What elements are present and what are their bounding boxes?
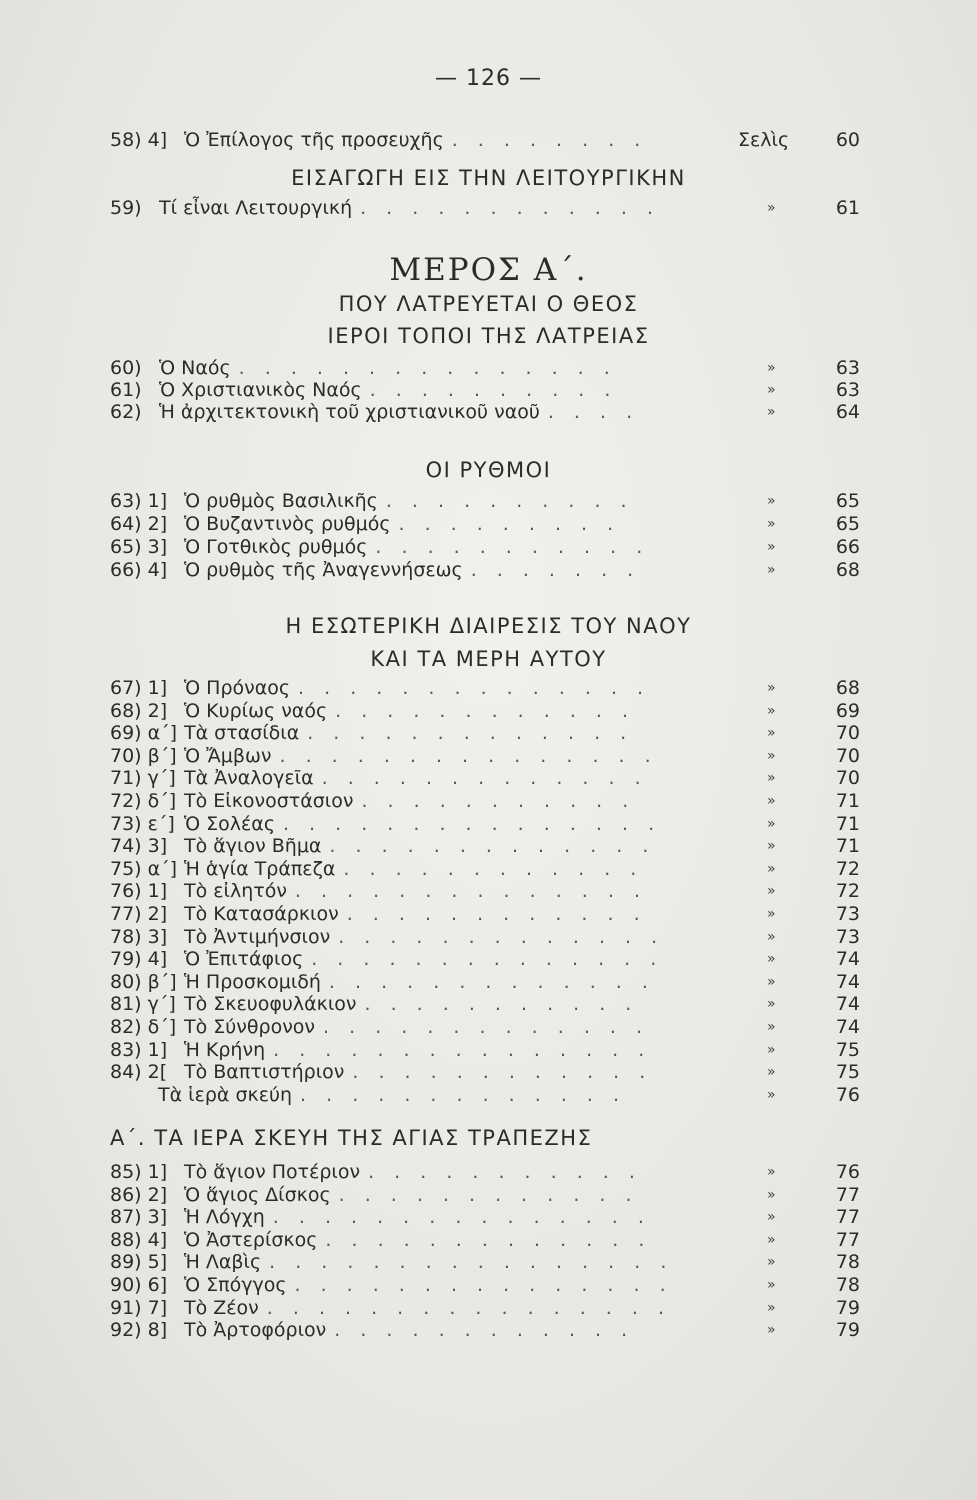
- entry-title: Τί εἶναι Λειτουργική: [159, 197, 353, 219]
- ditto-mark: »: [767, 1209, 776, 1226]
- entry-page: 69: [835, 699, 860, 722]
- ditto-mark: »: [767, 973, 776, 990]
- ditto-mark: »: [767, 1299, 776, 1316]
- toc-entry: [110, 789, 860, 813]
- entry-title: Ὁ ρυθμὸς Βασιλικῆς: [184, 490, 378, 512]
- dot-leader: . . . . . . . . . . . . . . .: [272, 1206, 651, 1229]
- dot-leader: . . . . . . . . . . . . .: [325, 1228, 652, 1251]
- entry-title: Ὁ Ἐπίλογος τῆς προσευχῆς: [184, 129, 444, 151]
- ditto-mark: »: [767, 747, 776, 764]
- entry-number: 63) 1]: [110, 490, 168, 512]
- entry-title: Τὸ Σύνθρονον: [184, 1016, 316, 1038]
- entry-page: 63: [835, 379, 860, 401]
- dot-leader: . . . . . . . . . . . . . . . .: [269, 1251, 674, 1274]
- entry-page: 79: [835, 1296, 860, 1319]
- section-heading-rhythms: ΟΙ ΡΥΘΜΟΙ: [425, 458, 552, 482]
- entry-number: 67) 1]: [110, 677, 168, 699]
- dot-leader: . . . . . . . . . . . . .: [338, 925, 665, 948]
- entry-title: Ὁ ρυθμὸς τῆς Ἀναγεννήσεως: [184, 559, 463, 581]
- entry-number: 59): [110, 197, 142, 219]
- entry-title: Τὸ Ἀρτοφόριον: [184, 1319, 327, 1342]
- entry-title: Ὁ Πρόναος: [184, 677, 291, 699]
- toc-entry: [110, 766, 860, 790]
- toc-entry: [110, 489, 860, 513]
- dot-leader: . . . .: [547, 401, 640, 423]
- entry-page: 77: [835, 1183, 860, 1206]
- ditto-mark: »: [767, 200, 776, 216]
- entry-number: 84) 2[: [110, 1061, 168, 1084]
- toc-entry: [110, 834, 860, 858]
- entry-page: 65: [835, 490, 860, 512]
- ditto-mark: »: [767, 493, 776, 509]
- dot-leader: . . . . . . . . . .: [369, 379, 618, 401]
- entry-number: 87) 3]: [110, 1206, 168, 1229]
- entry-title: Ὁ Βυζαντινὸς ρυθμός: [184, 513, 391, 535]
- ditto-mark: »: [767, 1254, 776, 1271]
- entry-title: Ἡ ἀρχιτεκτονικὴ τοῦ χριστιανικοῦ ναοῦ: [159, 401, 540, 423]
- entry-title: Τὰ ἱερὰ σκεύη: [158, 1083, 293, 1106]
- entry-number: 92) 8]: [110, 1319, 168, 1342]
- toc-entry: [110, 1273, 860, 1297]
- ditto-mark: »: [767, 1322, 776, 1339]
- entry-number: 73) ε΄]: [110, 812, 175, 835]
- entry-page: 66: [835, 536, 860, 558]
- entry-number: 83) 1]: [110, 1038, 168, 1061]
- part-subtitle: ΠΟΥ ΛΑΤΡΕΥΕΤΑΙ Ο ΘΕΟΣ: [338, 292, 639, 316]
- toc-entry: [110, 1083, 860, 1107]
- dot-leader: . . . . . . . . . . . . . . . .: [266, 1296, 672, 1319]
- ditto-mark: »: [767, 1041, 776, 1058]
- entry-page: 74: [835, 993, 860, 1016]
- entry-page: 78: [835, 1274, 860, 1296]
- ditto-mark: »: [767, 1019, 776, 1035]
- ditto-mark: »: [767, 539, 776, 555]
- entry-title: Ὁ Ἄμβων: [184, 744, 272, 767]
- entry-page: 79: [835, 1319, 860, 1342]
- entry-page: 78: [835, 1251, 860, 1274]
- toc-entry: [110, 676, 860, 700]
- ditto-mark: »: [767, 793, 776, 809]
- entry-page: 74: [835, 948, 860, 971]
- entry-number: 77) 2]: [110, 903, 168, 925]
- toc-entry: [110, 857, 860, 881]
- entry-title: Ὁ Σπόγγος: [184, 1274, 287, 1296]
- ditto-mark: »: [767, 860, 776, 877]
- toc-entry: [110, 400, 860, 424]
- toc-entry: [110, 1015, 860, 1039]
- dot-leader: . . . . . . . . . . . .: [334, 1319, 635, 1342]
- toc-entry: [110, 1160, 860, 1184]
- ditto-mark: »: [767, 838, 776, 855]
- entry-number: 76) 1]: [110, 880, 168, 903]
- entry-title: Ἡ ἁγία Τράπεζα: [184, 857, 336, 880]
- entry-page: 60: [835, 129, 860, 151]
- dot-leader: . . . . . . .: [470, 559, 641, 581]
- toc-entry: [110, 992, 860, 1016]
- entry-title: Ἡ Λόγχη: [184, 1206, 265, 1229]
- entry-page: 77: [835, 1228, 860, 1251]
- entry-number: 90) 6]: [110, 1274, 168, 1296]
- entry-title: Ὁ Ἐπιτάφιος: [184, 948, 304, 971]
- toc-entry: [110, 1183, 860, 1207]
- entry-page: 71: [835, 812, 860, 835]
- section-heading-division: Η ΕΣΩΤΕΡΙΚΗ ΔΙΑΙΡΕΣΙΣ ΤΟΥ ΝΑΟΥ: [285, 614, 692, 638]
- entry-number: 68) 2]: [110, 699, 168, 722]
- dot-leader: . . . . . . . . . . . . . . .: [273, 1038, 652, 1061]
- ditto-mark: »: [767, 725, 776, 742]
- dot-leader: . . . . . . . . . . . . .: [321, 767, 648, 790]
- entry-title: Τὸ ἅγιον Ποτέριον: [184, 1161, 361, 1183]
- toc-entry: [110, 128, 860, 152]
- entry-title: Ὁ Χριστιανικὸς Ναός: [159, 379, 362, 401]
- ditto-mark: »: [767, 382, 776, 398]
- dot-leader: . . . . . . . . . . . . .: [307, 722, 634, 745]
- entry-number: 91) 7]: [110, 1296, 168, 1319]
- entry-title: Τὸ Ἀντιμήνσιον: [184, 925, 331, 948]
- section-heading-vessels: Α΄. ΤΑ ΙΕΡΑ ΣΚΕΥΗ ΤΗΣ ΑΓΙΑΣ ΤΡΑΠΕΖΗΣ: [110, 1126, 593, 1150]
- ditto-mark: »: [767, 680, 776, 696]
- dot-leader: . . . . . . . . . . . .: [335, 699, 636, 722]
- entry-title: Τὰ στασίδια: [184, 722, 300, 745]
- ditto-mark: »: [767, 815, 776, 832]
- entry-title: Τὰ Ἀναλογεῖα: [184, 767, 314, 790]
- entry-title: Ὁ Γοτθικὸς ρυθμός: [184, 536, 368, 558]
- ditto-mark: »: [767, 516, 776, 532]
- toc-entry: [110, 378, 860, 402]
- toc-entry: [110, 879, 860, 903]
- ditto-mark: »: [767, 770, 776, 787]
- ditto-mark: »: [767, 702, 776, 719]
- dot-leader: . . . . . . . .: [451, 129, 648, 151]
- entry-title: Τὸ Σκευοφυλάκιον: [184, 993, 357, 1016]
- entry-title: Τὸ ἅγιον Βῆμα: [184, 835, 322, 858]
- entry-page: 74: [835, 1016, 860, 1038]
- dot-leader: . . . . . . . . . . .: [364, 993, 639, 1016]
- toc-entry: [110, 1296, 860, 1320]
- entry-number: 81) γ΄]: [110, 993, 176, 1016]
- dot-leader: . . . . . . . . . . . . . .: [298, 677, 651, 699]
- entry-page: 68: [835, 559, 860, 581]
- entry-page: 63: [835, 357, 860, 379]
- entry-title: Ὁ Κυρίως ναός: [184, 699, 328, 722]
- dot-leader: . . . . . . . . . . . . . . .: [279, 744, 658, 767]
- section-heading-division-sub: ΚΑΙ ΤΑ ΜΕΡΗ ΑΥΤΟΥ: [370, 647, 607, 671]
- entry-page: 77: [835, 1206, 860, 1229]
- ditto-mark: »: [767, 562, 776, 578]
- toc-entry: [110, 1250, 860, 1274]
- entry-number: 85) 1]: [110, 1161, 168, 1183]
- dot-leader: . . . . . . . . .: [398, 513, 621, 535]
- toc-entry: [110, 947, 860, 971]
- entry-title: Ὁ Ναός: [159, 357, 231, 379]
- ditto-mark: »: [767, 1186, 776, 1203]
- dot-leader: . . . . . . . . . . .: [368, 1161, 642, 1183]
- entry-number: 71) γ΄]: [110, 767, 176, 790]
- toc-entry: [110, 512, 860, 536]
- entry-number: 89) 5]: [110, 1251, 168, 1274]
- ditto-mark: »: [767, 1064, 776, 1081]
- entry-page: 74: [835, 970, 860, 993]
- entry-title: Ὁ Ἀστερίσκος: [184, 1228, 318, 1251]
- entry-page: 70: [835, 744, 860, 767]
- dot-leader: . . . . . . . . . . . . .: [323, 1016, 650, 1038]
- dot-leader: . . . . . . . . . . . . . .: [311, 948, 664, 971]
- entry-page: 73: [835, 925, 860, 948]
- ditto-mark: »: [767, 1164, 776, 1180]
- entry-page: 71: [835, 835, 860, 858]
- entry-number: 60): [110, 357, 142, 379]
- ditto-mark: »: [767, 404, 776, 420]
- ditto-mark: »: [767, 928, 776, 945]
- ditto-mark: »: [767, 996, 776, 1013]
- entry-title: Ὁ Σολέας: [184, 812, 275, 835]
- entry-page: 71: [835, 790, 860, 812]
- dot-leader: . . . . . . . . . . . . . . .: [282, 812, 662, 835]
- dot-leader: . . . . . . . . . . .: [361, 790, 636, 812]
- entry-page: 70: [835, 722, 860, 745]
- dot-leader: . . . . . . . . . . . .: [343, 857, 644, 880]
- entry-page: 75: [835, 1061, 860, 1084]
- ditto-mark: »: [767, 906, 776, 922]
- toc-entry: [110, 196, 860, 220]
- entry-title: Τὸ Βαπτιστήριον: [184, 1061, 345, 1084]
- entry-title: Τὸ Εἰκονοστάσιον: [184, 790, 354, 812]
- entry-number: 88) 4]: [110, 1228, 168, 1251]
- entry-title: Τὸ Ζέον: [184, 1296, 259, 1319]
- entry-number: 62): [110, 401, 142, 423]
- toc-entry: [110, 721, 860, 745]
- entry-page: 68: [835, 677, 860, 699]
- entry-number: 82) δ΄]: [110, 1016, 177, 1038]
- entry-number: 79) 4]: [110, 948, 168, 971]
- section-heading-places: ΙΕΡΟΙ ΤΟΠΟΙ ΤΗΣ ΛΑΤΡΕΙΑΣ: [327, 324, 650, 348]
- toc-entry: [110, 1318, 860, 1342]
- toc-entry: [110, 1205, 860, 1229]
- entry-title: Τὸ Κατασάρκιον: [184, 903, 339, 925]
- entry-title: Τὸ εἰλητόν: [184, 880, 287, 903]
- ditto-mark: »: [767, 1231, 776, 1248]
- entry-number: 69) α΄]: [110, 722, 178, 745]
- entry-number: 65) 3]: [110, 536, 168, 558]
- entry-page: 76: [835, 1161, 860, 1183]
- dot-leader: . . . . . . . . . . . .: [352, 1061, 653, 1084]
- toc-entry: [110, 744, 860, 768]
- entry-page: 72: [835, 857, 860, 880]
- page-label: Σελὶς: [738, 129, 790, 151]
- toc-entry: [110, 356, 860, 380]
- ditto-mark: »: [767, 360, 776, 376]
- toc-entry: [110, 699, 860, 723]
- toc-entry: [110, 970, 860, 994]
- ditto-mark: »: [767, 951, 776, 968]
- entry-number: 78) 3]: [110, 925, 168, 948]
- entry-page: 70: [835, 767, 860, 790]
- entry-number: 58) 4]: [110, 129, 168, 151]
- entry-number: 64) 2]: [110, 513, 168, 535]
- ditto-mark: »: [767, 1086, 776, 1103]
- section-heading-intro: ΕΙΣΑΓΩΓΗ ΕΙΣ ΤΗΝ ΛΕΙΤΟΥΡΓΙΚΗΝ: [291, 166, 686, 190]
- entry-page: 72: [835, 880, 860, 903]
- toc-entry: [110, 1060, 860, 1084]
- entry-page: 64: [835, 401, 860, 423]
- dot-leader: . . . . . . . . . . . . . .: [294, 880, 647, 903]
- entry-number: 75) α΄]: [110, 857, 178, 880]
- toc-entry: [110, 902, 860, 926]
- page-number: — 126 —: [435, 66, 542, 91]
- dot-leader: . . . . . . . . . . . .: [338, 1183, 639, 1206]
- dot-leader: . . . . . . . . . . . .: [360, 197, 661, 219]
- entry-page: 75: [835, 1038, 860, 1061]
- dot-leader: . . . . . . . . . . .: [375, 536, 650, 558]
- entry-number: 61): [110, 379, 142, 401]
- toc-entry: [110, 1228, 860, 1252]
- dot-leader: . . . . . . . . . . . . .: [300, 1083, 627, 1106]
- dot-leader: . . . . . . . . . . . . .: [328, 970, 655, 993]
- ditto-mark: »: [767, 883, 776, 900]
- entry-title: Ἡ Προσκομιδή: [184, 970, 321, 993]
- entry-page: 73: [835, 903, 860, 925]
- dot-leader: . . . . . . . . . .: [385, 490, 634, 512]
- toc-entry: [110, 535, 860, 559]
- entry-number: 72) δ΄]: [110, 790, 177, 812]
- dot-leader: . . . . . . . . . . . . .: [329, 835, 656, 858]
- dot-leader: . . . . . . . . . . . . . . .: [238, 357, 617, 379]
- entry-page: 65: [835, 513, 860, 535]
- entry-title: Ἡ Λαβὶς: [184, 1251, 262, 1274]
- entry-title: Ὁ ἅγιος Δίσκος: [184, 1183, 331, 1206]
- toc-entry: [110, 1038, 860, 1062]
- toc-entry: [110, 558, 860, 582]
- part-title: ΜΕΡΟΣ Α΄.: [389, 252, 588, 288]
- toc-entry: [110, 812, 860, 836]
- entry-number: 86) 2]: [110, 1183, 168, 1206]
- entry-number: 80) β΄]: [110, 970, 177, 993]
- dot-leader: . . . . . . . . . . . .: [346, 903, 647, 925]
- entry-number: 74) 3]: [110, 835, 168, 858]
- dot-leader: . . . . . . . . . . . . . . .: [294, 1274, 673, 1296]
- entry-title: Ἡ Κρήνη: [184, 1038, 266, 1061]
- toc-entry: [110, 925, 860, 949]
- entry-page: 76: [835, 1083, 860, 1106]
- entry-number: 70) β΄]: [110, 744, 177, 767]
- entry-page: 61: [835, 197, 860, 219]
- entry-number: 66) 4]: [110, 559, 168, 581]
- ditto-mark: »: [767, 1277, 776, 1293]
